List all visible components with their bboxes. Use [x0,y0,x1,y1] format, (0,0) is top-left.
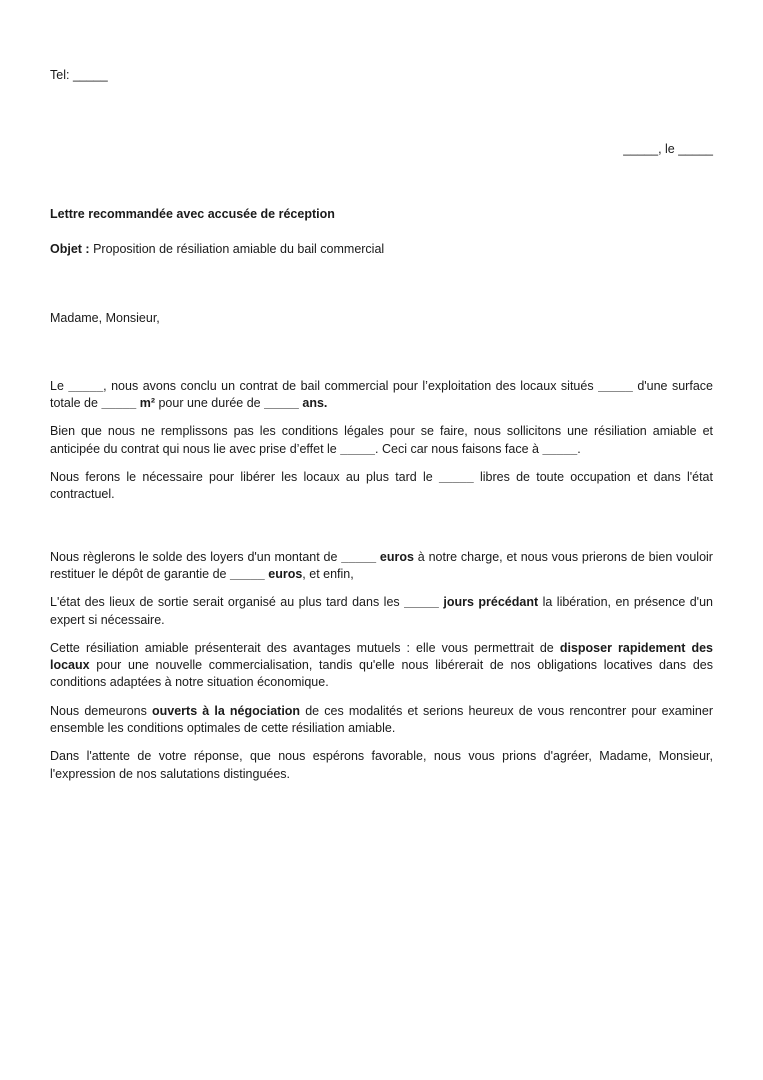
text: Nous demeurons [50,703,147,718]
text: libres de toute occupation et dans l'état contractuel. [50,470,713,502]
bold-phrase: disposer rapidement des locaux [50,640,713,673]
blank-release-date: _____ [438,470,474,485]
text: Le [50,378,64,393]
blank-address: _____ [598,378,633,393]
text: , nous avons conclu un contrat de bail commercial pour l’exploitation des locaux situés [103,378,594,393]
unit-years: ans. [302,396,328,411]
text: . Ceci car nous faisons face à [375,441,539,456]
text: Nous ferons le nécessaire pour libérer les locaux au plus tard le [50,470,433,485]
date-separator: , le [658,142,675,156]
salutation: Madame, Monsieur, [50,310,160,325]
text: de ces modalités et serions heureux de vous rencontrer pour examiner ensemble les conditions optimales de cette résiliation amiable. [50,703,713,736]
paragraph-lease [50,378,713,413]
text: , et enfin, [302,566,354,581]
text: Bien que nous ne remplissons pas les conditions légales pour se faire, nous sollicitons une résiliation amiable et anticipée du contrat qui nous lie avec prise d’effet le [50,424,713,456]
text: Cette résiliation amiable présenterait des avantages mutuels : elle vous permettrait de [50,640,554,655]
blank-rent-amount: _____ [341,549,377,564]
text: Nous règlerons le solde des loyers d'un montant de [50,549,338,564]
tel-line [50,67,108,84]
text: . [577,441,581,456]
blank-reason: _____ [542,441,578,456]
text: pour une durée de [158,396,261,411]
letter-body [50,206,713,783]
blank-effect-date: _____ [340,441,376,456]
paragraph-release [50,469,713,504]
text: d'une surface totale de [50,378,713,411]
registered-mail-heading: Lettre recommandée avec accusée de réception [50,207,335,221]
blank-years: _____ [264,396,299,411]
text: L'état des lieux de sortie serait organisé au plus tard dans les [50,595,400,610]
subject-text: Proposition de résiliation amiable du bail commercial [93,242,385,257]
unit-euros: euros [379,549,414,564]
bold-days: jours précédant [443,595,539,610]
paragraph-request [50,423,713,458]
paragraph-advantages [50,640,713,692]
paragraph-negotiation [50,703,713,738]
unit-euros: euros [268,566,303,581]
paragraph-inventory [50,594,713,629]
paragraph-payment [50,549,713,584]
bold-phrase: ouverts à la négociation [152,703,301,718]
tel-label: Tel: [50,68,70,82]
subject-line [50,241,713,258]
place-date-line [50,141,713,158]
subject-label: Objet : [50,242,90,257]
closing-formula: Dans l'attente de votre réponse, que nous espérons favorable, nous vous prions d'agréer, Madame, Monsieur, l'expression de nos salutations distinguées. [50,749,713,781]
text: à notre charge, et nous vous prierons de bien vouloir restituer le dépôt de garantie de [50,549,713,581]
blank-days: _____ [404,595,439,610]
text: la libération, en présence d'un expert si nécessaire. [50,595,713,627]
unit-m2: m² [139,396,155,411]
tel-blank: _____ [72,68,108,82]
blank-surface: _____ [101,396,137,411]
blank-lease-date: _____ [68,378,104,393]
blank-deposit-amount: _____ [230,566,265,581]
date-blank: _____ [678,142,713,156]
text: pour une nouvelle commercialisation, tandis qu'elle nous libérerait de nos obligations locatives dans des conditions adaptées à notre situation économique. [50,658,713,690]
place-blank: _____ [623,142,659,156]
